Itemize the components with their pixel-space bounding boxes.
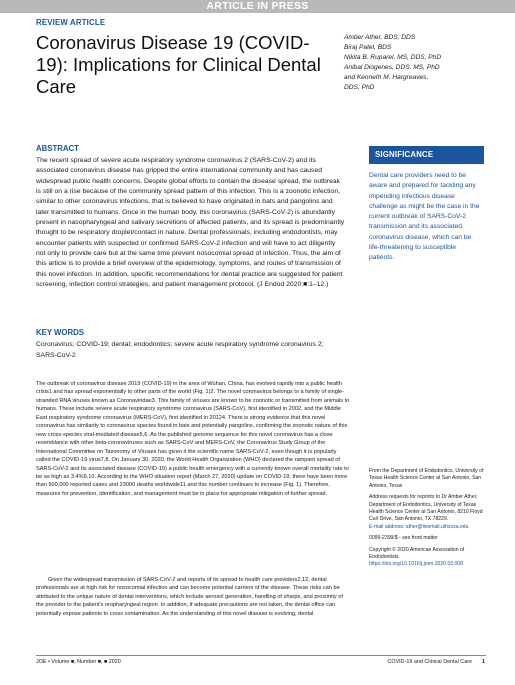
doi-link[interactable]: https://doi.org/10.1016/j.joen.2020.03.008 xyxy=(369,561,464,568)
side-notes xyxy=(369,468,489,573)
keywords-heading: KEY WORDS xyxy=(36,328,84,337)
author-line: Amber Ather, BDS, DDS xyxy=(344,34,416,41)
significance-text: Dental care providers need to be aware and prepared for tackling any impending infectious disease challenge as might be the case in the current outbreak of SARS-CoV-2 transmission and its associated coronavirus disease, which can be life-threatening to susceptible patients. xyxy=(369,172,480,262)
journal-footer: JOE • Volume ■, Number ■, ■ 2020 xyxy=(36,659,121,665)
reprint-address xyxy=(369,494,489,531)
footer-divider xyxy=(36,655,486,656)
affiliation-note: From the Department of Endodontics, University of Texas Health Science Center at San Antonio, San Antonio, Texas xyxy=(369,468,484,489)
reprint-address-text: Address requests for reprints to Dr Amber Ather, Department of Endodontics, University of Texas Health Science Center at San Antonio, 8210 Floyd Curl Drive, San Antonio, TX 78229. xyxy=(369,494,483,523)
page-number: 1 xyxy=(482,659,485,665)
author-line: Nikita B. Ruparel, MS, DDS, PhD xyxy=(344,54,442,61)
running-title: COVID-19 and Clinical Dental Care xyxy=(387,659,472,665)
body-paragraph-2 xyxy=(36,576,351,618)
significance-heading: SIGNIFICANCE xyxy=(369,146,484,164)
copyright-note xyxy=(369,547,489,569)
keywords-text: Coronavirus; COVID-19; dental; endodontics; severe acute respiratory syndrome coronavirus 2; SARS-CoV-2 xyxy=(36,341,324,359)
article-in-press-banner: ARTICLE IN PRESS xyxy=(0,0,515,13)
body-paragraph-1: The outbreak of coronavirus disease 2019 (COVID-19) in the area of Wuhan, China, has evolved rapidly into a public health crisis1 and has spread exponentially to other parts of the world (Fig. 1)2. The novel coronavirus belongs to a family of single-stranded RNA viruses known as Coronaviridae3. This family of viruses are known to be zoonotic or transmitted from animals to humans. These include severe acute respiratory syndrome coronavirus (SARS-CoV), first identified in 2002, and the Middle East respiratory syndrome coronavirus (MERS-CoV), first identified in 20124. There is strong evidence that this novel coronavirus has similarity to coronavirus species found in bats and potentially pangolins, confirming the zoonotic nature of this new cross-species viral-mediated disease5,6. As the published genome sequence for this novel coronavirus has a close resemblance with other beta-coronaviruses such as SARS-CoV and MERS-CoV, the Coronavirus Study Group of the International Committee on Taxonomy of Viruses has given it the scientific name SARS-CoV-2, even though it is popularly called the COVID-19 virus7,8. On January 30, 2020, the World Health Organization (WHO) declared the rampant spread of SARS-CoV-2 and its associated disease (COVID-19) a public health emergency with a currently known overall mortality rate to be as high as 3.4%9,10. According to the WHO situation report (March 27, 2020) update on COVID-19, there have been more than 500,000 reported cases and 23000 deaths worldwide11 and this number continues to increase (Fig. 1). Therefore, measures for prevention, identification, and management must be in place for appropriate mitigation of further spread. xyxy=(36,381,350,497)
issn-note: 0099-2399/$ - see front matter xyxy=(369,535,438,542)
author-line: Anibal Diogenes, DDS, MS, PhD xyxy=(344,64,440,71)
author-line: DDS, PhD xyxy=(344,84,375,91)
author-line: and Kenneth M. Hargreaves, xyxy=(344,74,429,81)
running-title-footer xyxy=(388,659,486,665)
author-line: Biraj Patel, BDS xyxy=(344,44,392,51)
body-paragraph-2-text: Given the widespread transmission of SARS-CoV-2 and reports of its spread to health care providers2,12, dental professionals are at high risk for nosocomial infection and can become potential carriers of the disease. These risks can be attributed to the unique nature of dental interventions, which include aerosol generation, handling of sharps, and proximity of the provider to the patient's oropharyngeal region. In addition, if adequate precautions are not taken, the dental office can potentially expose patients to cross contamination. As the understanding of this novel disease is evolving, dental xyxy=(36,577,343,617)
copyright-text: Copyright © 2020 American Association of Endodontists. xyxy=(369,546,465,561)
article-title: Coronavirus Disease 19 (COVID-19): Implications for Clinical Dental Care xyxy=(36,32,321,97)
email-link[interactable]: E-mail address: ather@livemail.uthscsa.edu xyxy=(369,523,469,530)
section-label: REVIEW ARTICLE xyxy=(36,18,106,27)
abstract-heading: ABSTRACT xyxy=(36,144,79,153)
author-list xyxy=(344,33,504,93)
abstract-text: The recent spread of severe acute respiratory syndrome coronavirus 2 (SARS-CoV-2) and its associated coronavirus disease has gripped the entire international community and has caused widespread public health concerns. Despite global efforts to contain the disease spread, the outbreak is still on a rise because of the community spread pattern of this infection. This is a zoonotic infection, similar to other coronavirus infections, that is believed to have originated in bats and pangolins and later transmitted to humans. Once in the human body, this coronavirus (SARS-CoV-2) is abundantly present in nasopharyngeal and salivary secretions of affected patients, and its spread is predominantly thought to be respiratory droplet/contact in nature. Dental professionals, including endodontists, may encounter patients with suspected or confirmed SARS-CoV-2 infection and will have to act diligently not only to provide care but at the same time prevent nosocomial spread of infection. Thus, the aim of this article is to provide a brief overview of the epidemiology, symptoms, and routes of transmission of this novel infection. In addition, specific recommendations for dental practice are suggested for patient screening, infection control strategies, and patient management protocol. (J Endod 2020;■:1–12.) xyxy=(36,157,345,289)
